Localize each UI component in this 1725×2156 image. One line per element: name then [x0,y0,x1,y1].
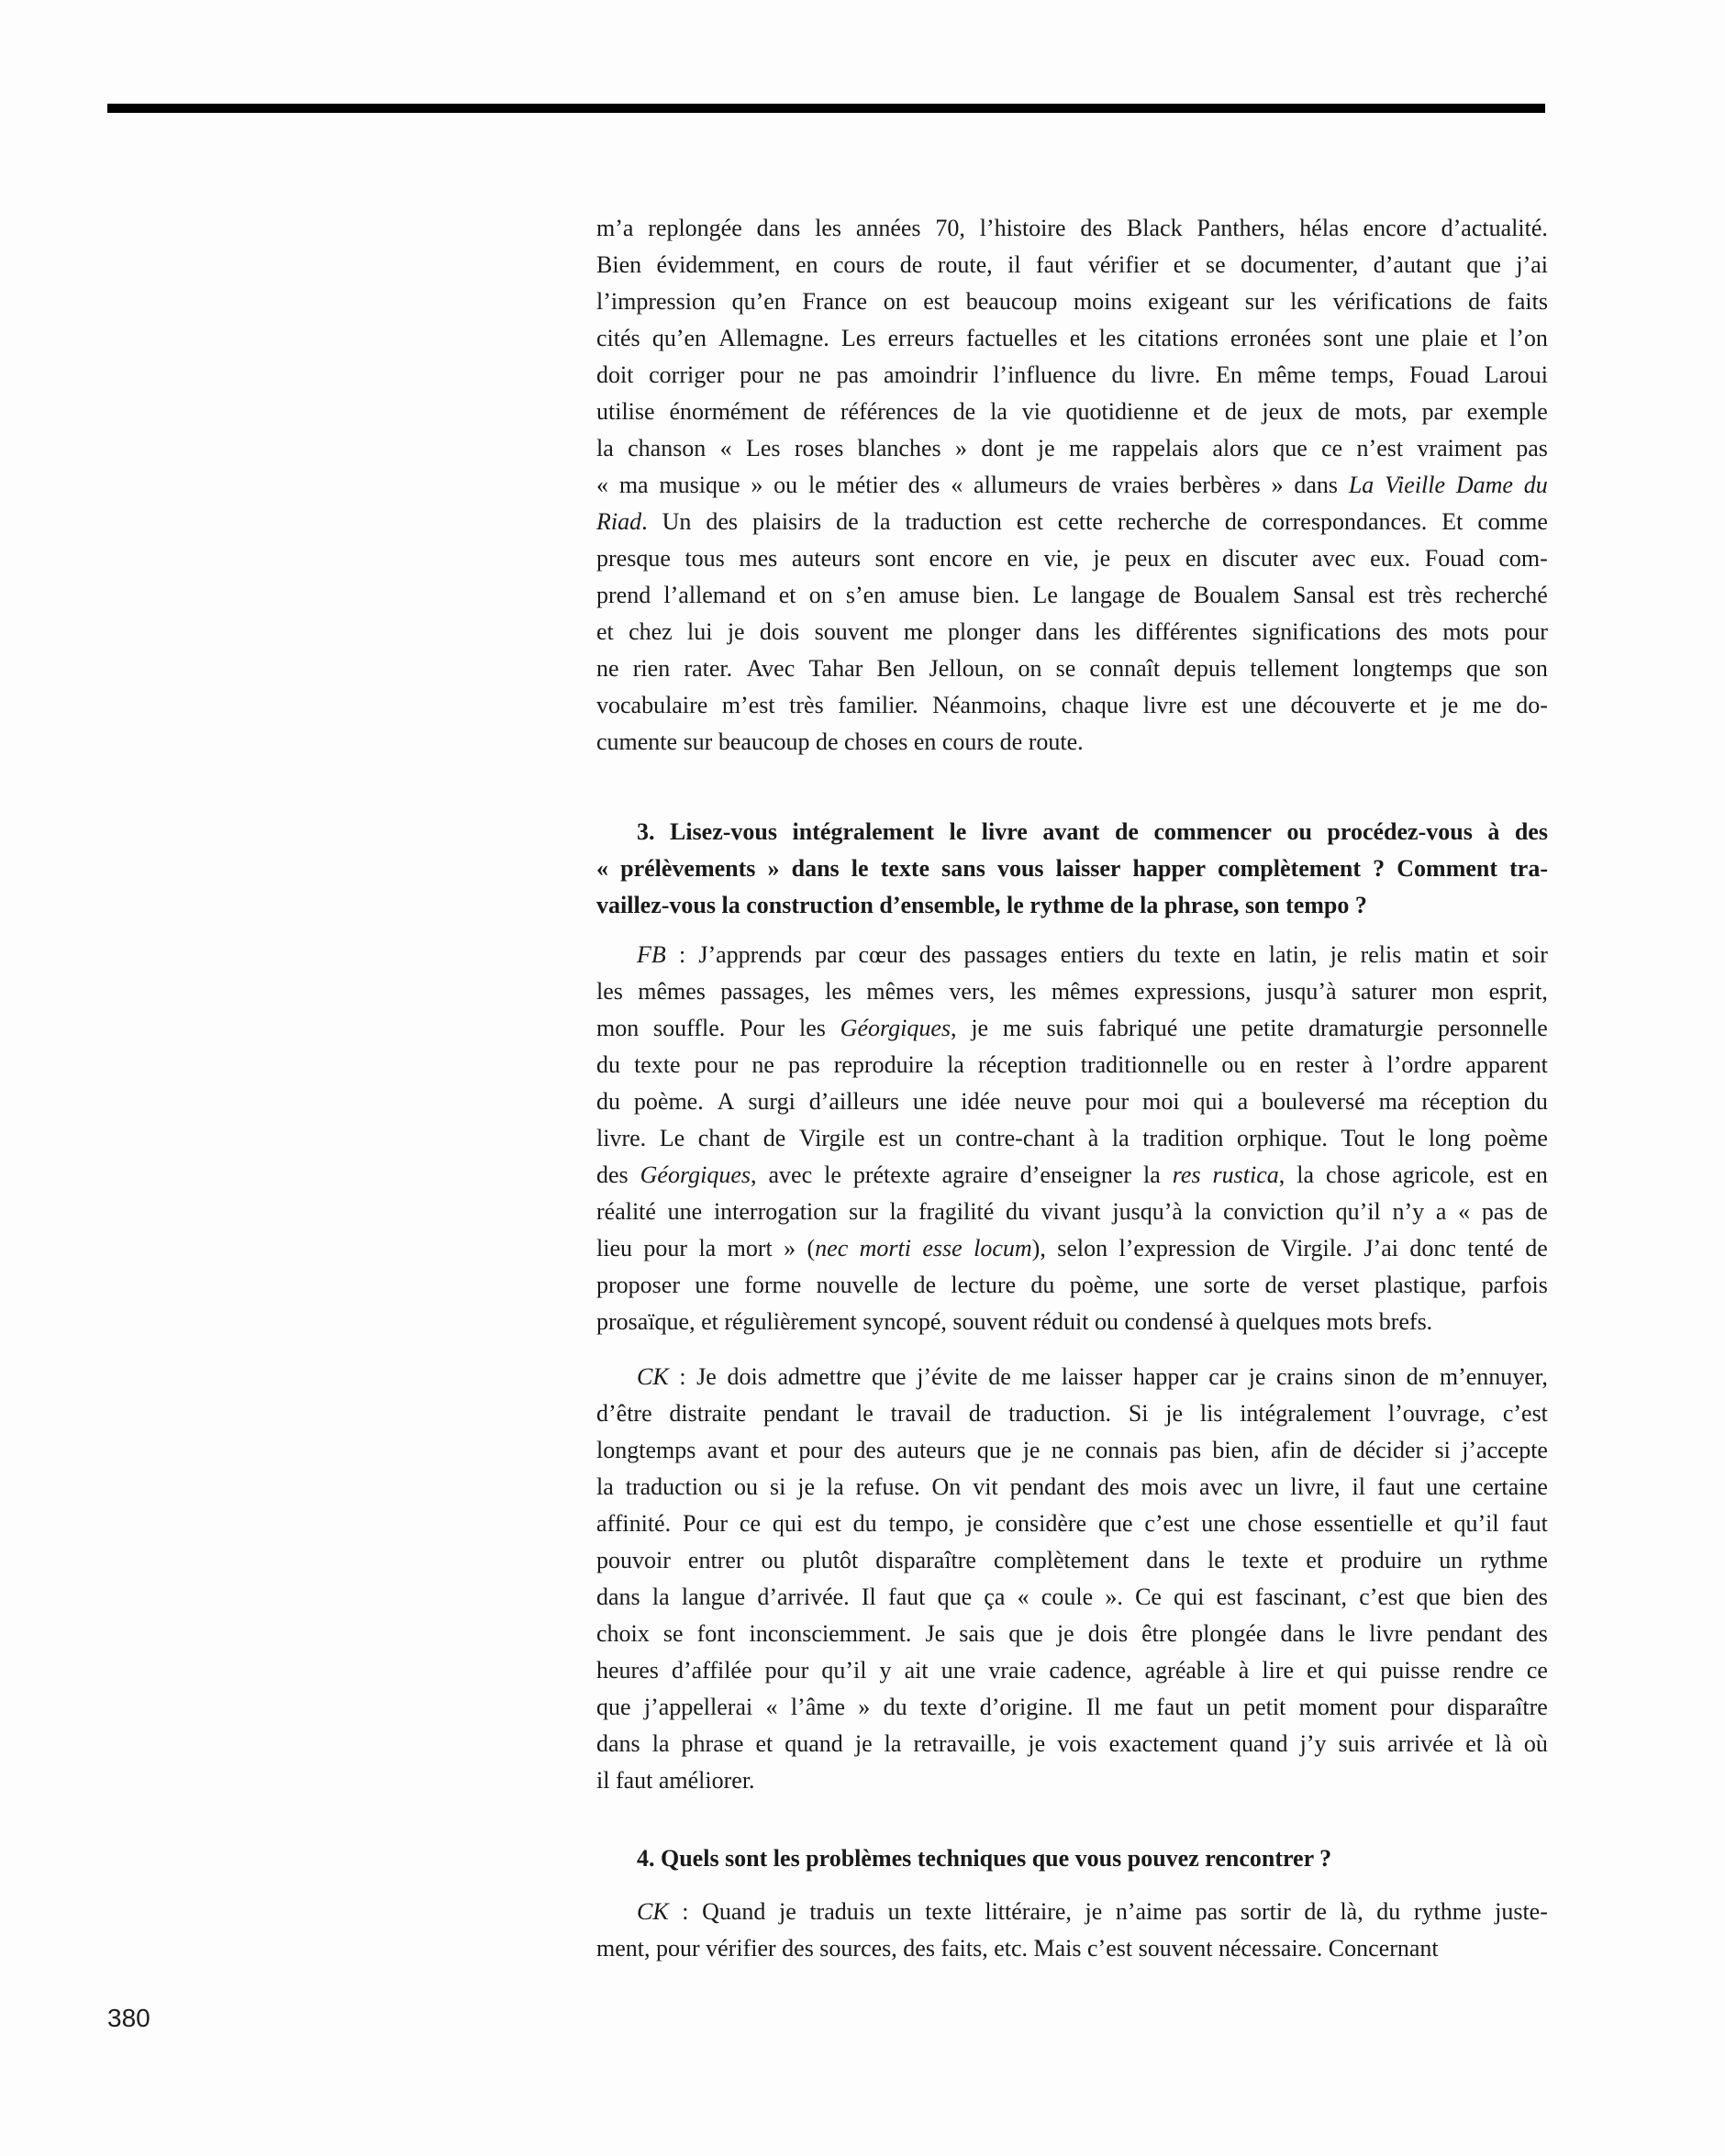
text-line: FB : J’apprends par cœur des passages entiers du texte en latin, je relis matin et soir [637,941,1548,968]
text-line: heures d’affilée pour qu’il y ait une vraie cadence, agréable à lire et qui puisse rendre ce [596,1657,1548,1684]
body-paragraph [596,210,1548,761]
text-line: et chez lui je dois souvent me plonger dans les différentes significations des mots pour [596,618,1548,645]
text-line: mon souffle. Pour les Géorgiques, je me suis fabriqué une petite dramaturgie personnelle [596,1015,1548,1041]
text-line: prend l’allemand et on s’en amuse bien. Le langage de Boualem Sansal est très recherché [596,582,1548,608]
text-line: vocabulaire m’est très familier. Néanmoins, chaque livre est une découverte et je me do- [596,692,1548,718]
text-line: Riad. Un des plaisirs de la traduction est cette recherche de correspondances. Et comme [596,508,1548,535]
text-line: « prélèvements » dans le texte sans vous laisser happer complètement ? Comment tra- [596,855,1548,882]
header-rule [107,104,1545,113]
text-line: cumente sur beaucoup de choses en cours de route. [596,728,1084,755]
question-heading [596,814,1548,924]
text-line: du poème. A surgi d’ailleurs une idée neuve pour moi qui a bouleversé ma réception du [596,1088,1548,1115]
text-line: que j’appellerai « l’âme » du texte d’origine. Il me faut un petit moment pour disparaître [596,1694,1548,1720]
text-line: affinité. Pour ce qui est du tempo, je considère que c’est une chose essentielle et qu’il faut [596,1510,1548,1537]
text-line: l’impression qu’en France on est beaucoup moins exigeant sur les vérifications de faits [596,288,1548,315]
text-line: presque tous mes auteurs sont encore en vie, je peux en discuter avec eux. Fouad com- [596,545,1548,572]
text-column [596,210,1548,1967]
text-line: 3. Lisez-vous intégralement le livre avant de commencer ou procédez-vous à des [637,818,1548,845]
text-line: ne rien rater. Avec Tahar Ben Jelloun, on se connaît depuis tellement longtemps que son [596,655,1548,682]
text-line: CK : Quand je traduis un texte littéraire, je n’aime pas sortir de là, du rythme juste- [637,1898,1548,1925]
text-line: 4. Quels sont les problèmes techniques que vous pouvez rencontrer ? [637,1845,1332,1872]
answer-paragraph [596,1359,1548,1799]
page-number: 380 [107,2004,150,2032]
text-line: CK : Je dois admettre que j’évite de me laisser happer car je crains sinon de m’ennuyer, [637,1363,1548,1390]
text-line: les mêmes passages, les mêmes vers, les mêmes expressions, jusqu’à saturer mon esprit, [596,978,1548,1005]
text-line: il faut améliorer. [596,1767,755,1794]
text-line: pouvoir entrer ou plutôt disparaître complètement dans le texte et produire un rythme [596,1547,1548,1573]
text-line: utilise énormément de références de la vie quotidienne et de jeux de mots, par exemple [596,398,1548,425]
text-line: la chanson « Les roses blanches » dont je me rappelais alors que ce n’est vraiment pas [596,435,1548,461]
text-line: dans la langue d’arrivée. Il faut que ça « coule ». Ce qui est fascinant, c’est que bien des [596,1584,1548,1610]
text-line: longtemps avant et pour des auteurs que je ne connais pas bien, afin de décider si j’accepte [596,1437,1548,1463]
text-line: ment, pour vérifier des sources, des faits, etc. Mais c’est souvent nécessaire. Concernant [596,1935,1439,1962]
text-line: « ma musique » ou le métier des « allumeurs de vraies berbères » dans La Vieille Dame du [596,472,1548,498]
text-line: réalité une interrogation sur la fragilité du vivant jusqu’à la conviction qu’il n’y a « pas de [596,1198,1548,1225]
question-heading [596,1840,1548,1877]
text-line: lieu pour la mort » (nec morti esse locum), selon l’expression de Virgile. J’ai donc tenté de [596,1235,1548,1261]
text-line: livre. Le chant de Virgile est un contre-chant à la tradition orphique. Tout le long poème [596,1125,1548,1151]
text-line: m’a replongée dans les années 70, l’histoire des Black Panthers, hélas encore d’actualité. [596,215,1548,241]
text-line: cités qu’en Allemagne. Les erreurs factuelles et les citations erronées sont une plaie et l’on [596,325,1548,351]
text-line: doit corriger pour ne pas amoindrir l’influence du livre. En même temps, Fouad Laroui [596,361,1548,388]
text-line: des Géorgiques, avec le prétexte agraire d’enseigner la res rustica, la chose agricole, est en [596,1161,1548,1188]
text-line: d’être distraite pendant le travail de traduction. Si je lis intégralement l’ouvrage, c’est [596,1400,1548,1427]
text-line: vaillez-vous la construction d’ensemble, le rythme de la phrase, son tempo ? [596,892,1367,918]
text-line: Bien évidemment, en cours de route, il faut vérifier et se documenter, d’autant que j’ai [596,251,1548,278]
text-line: choix se font inconsciemment. Je sais que je dois être plongée dans le livre pendant des [596,1620,1548,1647]
answer-paragraph [596,1894,1548,1967]
text-line: dans la phrase et quand je la retravaille, je vois exactement quand j’y suis arrivée et là où [596,1730,1548,1757]
text-line: la traduction ou si je la refuse. On vit pendant des mois avec un livre, il faut une certaine [596,1473,1548,1500]
text-line: proposer une forme nouvelle de lecture du poème, une sorte de verset plastique, parfois [596,1272,1548,1298]
text-line: prosaïque, et régulièrement syncopé, souvent réduit ou condensé à quelques mots brefs. [596,1308,1433,1335]
text-line: du texte pour ne pas reproduire la réception traditionnelle ou en rester à l’ordre apparent [596,1051,1548,1078]
answer-paragraph [596,937,1548,1340]
